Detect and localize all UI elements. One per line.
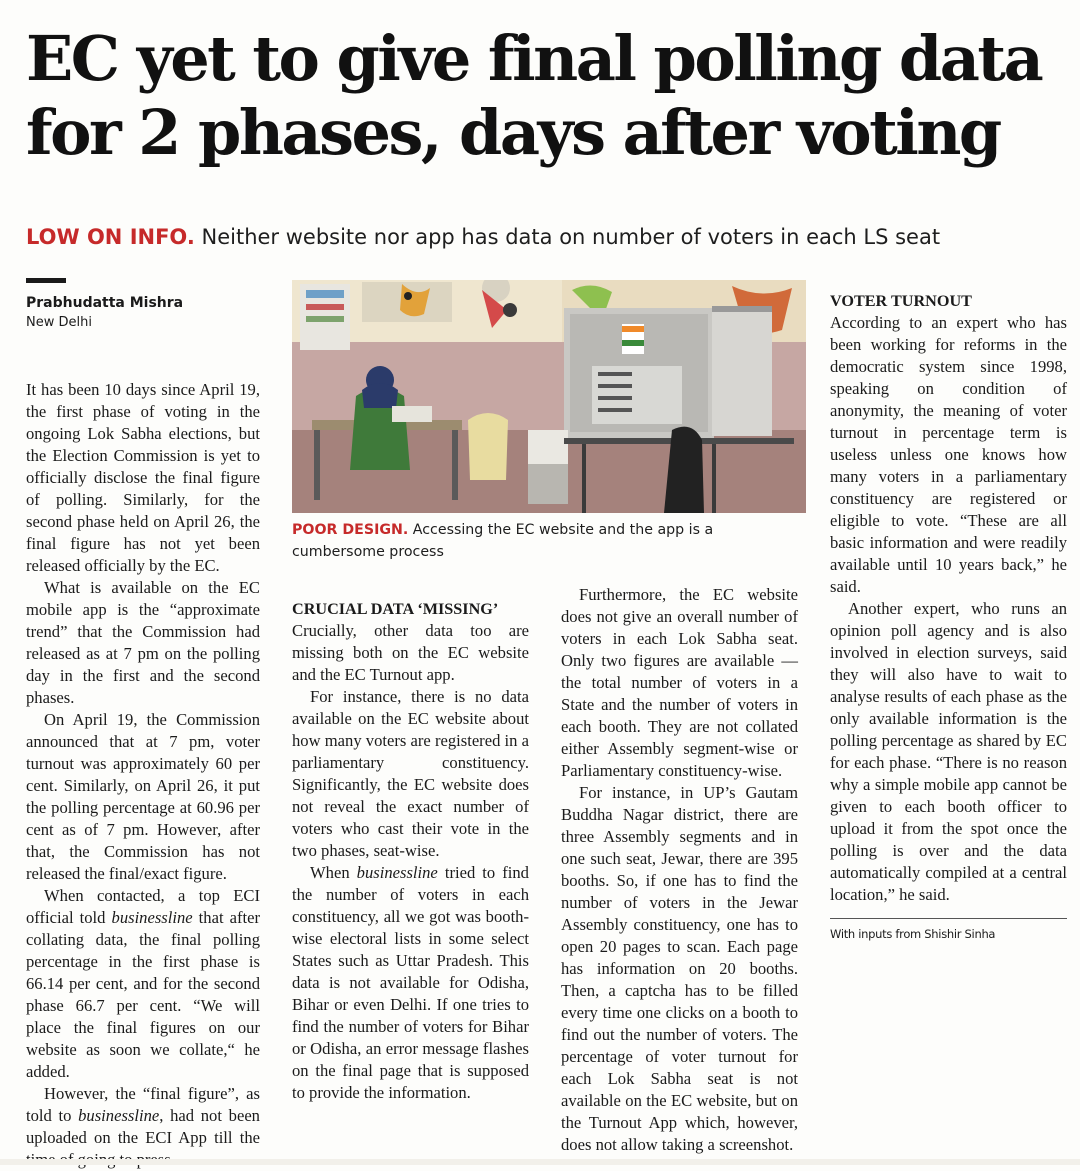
caption-kicker: POOR DESIGN. bbox=[292, 522, 409, 538]
paragraph-7: For instance, there is no data available on the EC website about how many voters are registered in a parliamentary constituency. Significantly, the EC website does not reveal the exact number of voters who cast their vote in the two phases, seat-wise. bbox=[292, 687, 529, 860]
deck-kicker: LOW ON INFO. bbox=[26, 225, 195, 249]
column-1 bbox=[26, 278, 260, 1165]
paragraph-4 bbox=[26, 885, 260, 1083]
paragraph-3: On April 19, the Commission announced that at 7 pm, voter turnout was approximately 60 per cent. Similarly, on April 26, it put the polling percentage at 60.96 per cent as of 7 pm. However, after that, the Commission has not released the final/exact figure. bbox=[26, 710, 260, 883]
paragraph-9: Furthermore, the EC website does not give an overall number of voters in each Lok Sabha seat. Only two figures are available — the total number of voters in a State and the number of voters in each booth. They are not collated either Assembly segment-wise or Parliamentary constituency-wise. bbox=[561, 585, 798, 780]
byline-dateline: New Delhi bbox=[26, 315, 92, 330]
polling-booth-illustration bbox=[292, 280, 806, 513]
column-3 bbox=[561, 584, 798, 1165]
credit-rule bbox=[830, 918, 1067, 919]
deck-text: Neither website nor app has data on number of voters in each LS seat bbox=[201, 225, 941, 249]
headline bbox=[26, 22, 1066, 170]
headline-line-2: for 2 phases, days after voting bbox=[26, 96, 1000, 169]
paragraph-5-part-1: However, the “final figure”, as told to bbox=[26, 1084, 260, 1125]
page-bottom-edge bbox=[0, 1159, 1080, 1165]
column-2 bbox=[292, 584, 529, 1165]
photo-caption bbox=[292, 519, 802, 563]
publication-name: businessline bbox=[111, 908, 193, 927]
publication-name: businessline bbox=[356, 863, 438, 882]
byline-rule bbox=[26, 278, 66, 283]
byline-author: Prabhudatta Mishra bbox=[26, 295, 184, 311]
paragraph-5-part-2: , had not been uploaded on the ECI App till the bbox=[26, 1106, 260, 1147]
news-photo bbox=[292, 280, 806, 513]
paragraph-4-part-2: that after collating data, the final polling percentage in the first phase is 66.14 per cent, and for the second phase 66.7 per cent. “We will place the final figures on our website as soon we collate,“ he added. bbox=[26, 908, 260, 1081]
publication-name: businessline bbox=[78, 1106, 160, 1125]
paragraph-5 bbox=[26, 1083, 260, 1171]
paragraph-12: Another expert, who runs an opinion poll agency and is also involved in election surveys, said they will also have to wait to analyse results of each phase as the only available information is the polling percentage as shared by EC for each phase. “There is no reason why a simple mobile app cannot be given to each booth officer to upload it from the spot once the polling is over and the data automatically compiled at a central location,” he said. bbox=[830, 599, 1067, 904]
paragraph-6: Crucially, other data too are missing both on the EC website and the EC Turnout app. bbox=[292, 621, 529, 684]
headline-line-1: EC yet to give final polling data bbox=[26, 22, 1042, 95]
paragraph-2: What is available on the EC mobile app is the “approximate trend” that the Commission had released as at 7 pm on the polling day in the first and the second phases. bbox=[26, 578, 260, 707]
paragraph-8-part-1: When bbox=[310, 863, 357, 882]
subhead-voter-turnout: VOTER TURNOUT bbox=[830, 292, 972, 310]
deck bbox=[26, 223, 1066, 251]
paragraph-1: It has been 10 days since April 19, the first phase of voting in the ongoing Lok Sabha elections, but the Election Commission is yet to officially disclose the final figure of polling. Similarly, for the second phase held on April 26, the final figure has not yet been released officially by the EC. bbox=[26, 380, 260, 575]
credit-line: With inputs from Shishir Sinha bbox=[830, 927, 996, 941]
subhead-crucial-data: CRUCIAL DATA ‘MISSING’ bbox=[292, 600, 499, 618]
paragraph-10: For instance, in UP’s Gautam Buddha Nagar district, there are three Assembly segments and in one such seat, Jewar, there are 395 booths. So, if one has to find the number of voters in the Jewar Assembly constituency, one has to open 20 pages to scan. Each page has information on 20 booths. Then, a captcha has to be filled every time one clicks on a booth to find out the number of voters. The percentage of voter turnout for each Lok Sabha seat is not available on the EC website, but on the Turnout App which, however, does not allow taking a screenshot. bbox=[561, 783, 798, 1154]
paragraph-11: According to an expert who has been working for reforms in the democratic system since 1998, speaking on condition of anonymity, the meaning of voter turnout in percentage term is useless unless one knows how many voters in a parliamentary constituency are registered or eligible to vote. “These are all basic information and were readily available until 10 years back,” he said. bbox=[830, 313, 1067, 596]
column-4 bbox=[830, 276, 1067, 1165]
paragraph-4-part-1: When contacted, a top ECI official told bbox=[26, 886, 260, 927]
caption-text: Accessing the EC website and the app is a cumbersome process bbox=[292, 522, 714, 560]
paragraph-8 bbox=[292, 862, 529, 1104]
paragraph-8-part-2: tried to find the number of voters in each constituency, all we got was booth-wise electoral lists in some select States such as Uttar Pradesh. This data is not available for Odisha, Bihar or even Delhi. If one tries to find the number of voters for Bihar or Odisha, an error message flashes on the final page that is supposed to provide the information. bbox=[292, 863, 529, 1102]
